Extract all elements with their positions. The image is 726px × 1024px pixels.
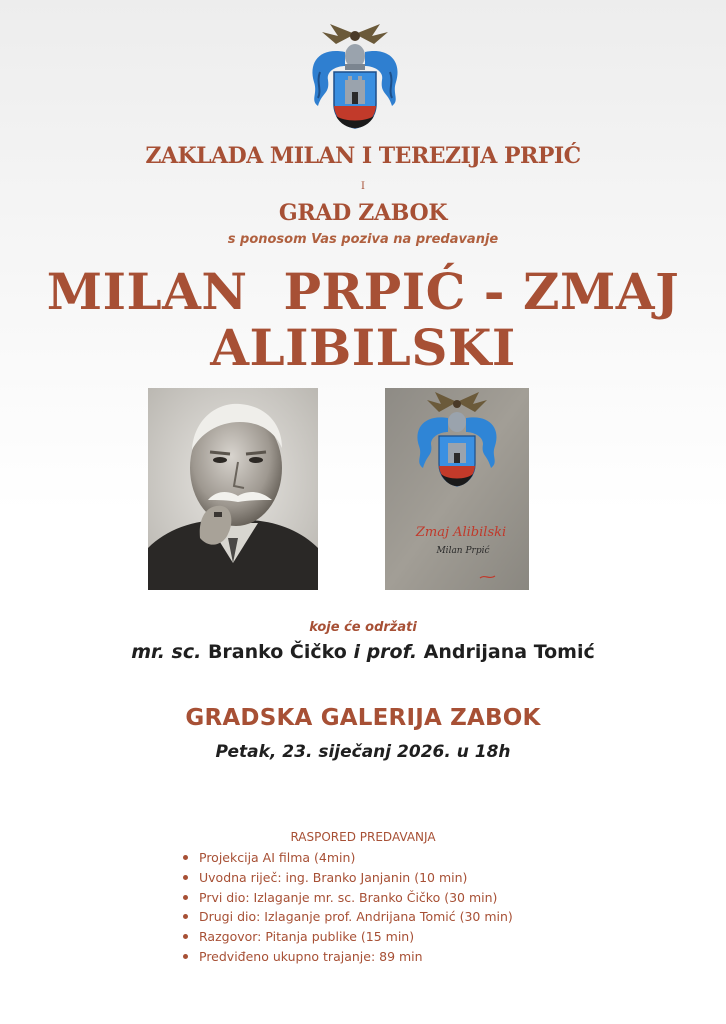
- lecture-title-line1: MILAN PRPIĆ - ZMAJ: [46, 262, 680, 321]
- list-item: [183, 868, 513, 888]
- event-datetime: Petak, 23. siječanj 2026. u 18h: [215, 742, 511, 762]
- list-item: [183, 907, 513, 927]
- city-name: GRAD ZABOK: [278, 200, 448, 226]
- bullet-icon: [183, 875, 188, 880]
- venue-name: GRADSKA GALERIJA ZABOK: [185, 705, 541, 731]
- bullet-icon: [183, 855, 188, 860]
- foundation-name: ZAKLADA MILAN I TEREZIJA PRPIĆ: [145, 143, 581, 169]
- speaker2-name: Andrijana Tomić: [417, 641, 595, 663]
- speaker1-title: mr. sc.: [131, 641, 202, 663]
- list-item: [183, 848, 513, 868]
- list-item: [183, 947, 513, 967]
- schedule-list: [183, 848, 513, 967]
- schedule-item-text: Projekcija AI filma (4min): [199, 850, 356, 865]
- bullet-icon: [183, 954, 188, 959]
- painting-caption: Zmaj Alibilski: [415, 525, 507, 540]
- bullet-icon: [183, 934, 188, 939]
- schedule-title: RASPORED PREDAVANJA: [290, 830, 436, 844]
- coat-of-arms-painting: [385, 388, 529, 590]
- speaker1-name: Branko Čičko: [201, 641, 354, 663]
- lecture-title-line2: ALIBILSKI: [210, 318, 516, 377]
- list-item: [183, 927, 513, 947]
- schedule-item-text: Uvodna riječ: ing. Branko Janjanin (10 min): [199, 869, 468, 885]
- schedule-item-text: Drugi dio: Izlaganje prof. Andrijana Tomić (30 min): [199, 909, 513, 925]
- list-item: [183, 888, 513, 908]
- conjunction-text: I: [361, 181, 365, 192]
- speakers-line: [0, 641, 726, 663]
- invitation-text: s ponosom Vas poziva na predavanje: [227, 232, 499, 247]
- portrait-photo: [148, 388, 318, 590]
- held-by-intro: koje će održati: [309, 620, 417, 635]
- bullet-icon: [183, 895, 188, 900]
- coat-of-arms-logo: [300, 22, 410, 134]
- schedule-item-text: Predviđeno ukupno trajanje: 89 min: [199, 948, 423, 964]
- painting-signature: Milan Prpić: [436, 546, 490, 556]
- bullet-icon: [183, 914, 188, 919]
- speaker2-title: i prof.: [353, 641, 418, 663]
- schedule-item-text: Prvi dio: Izlaganje mr. sc. Branko Čičko (30 min): [199, 889, 498, 905]
- schedule-item-text: Razgovor: Pitanja publike (15 min): [199, 929, 415, 945]
